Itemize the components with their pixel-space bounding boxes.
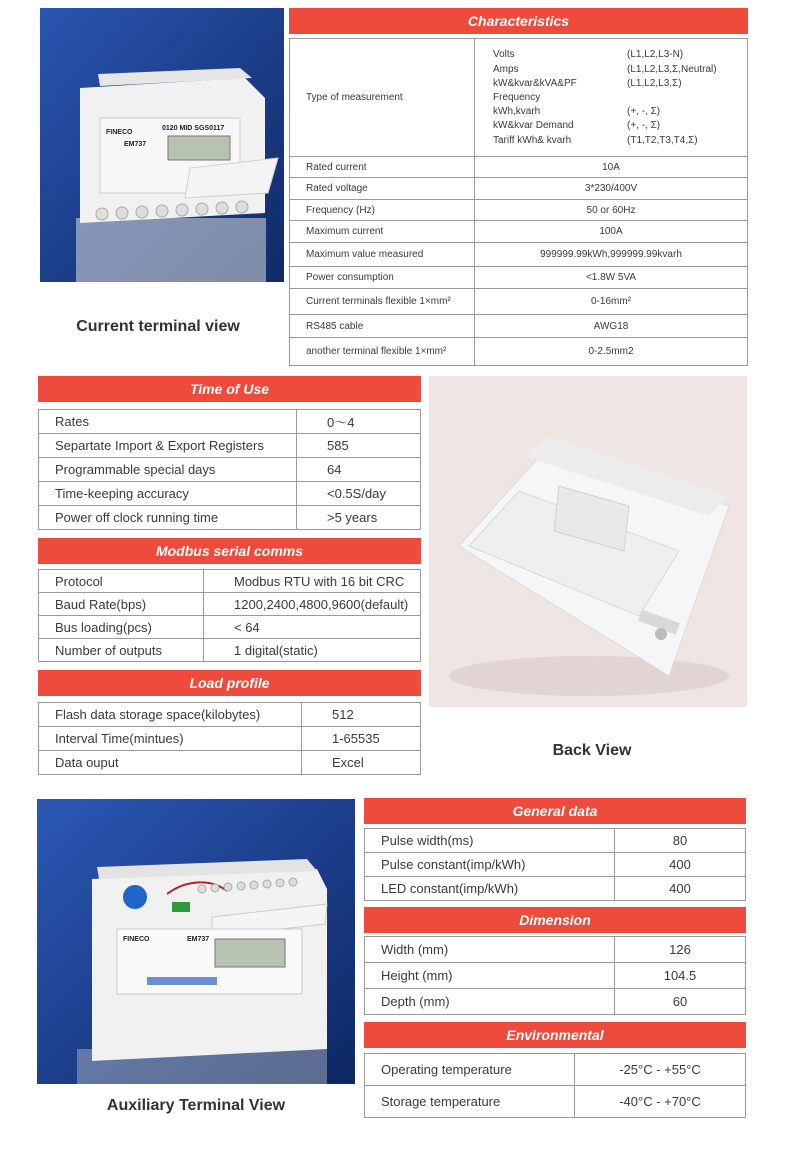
row-value: -25°C - +55°C	[575, 1054, 746, 1086]
type-of-measurement-label: Type of measurement	[290, 39, 475, 157]
row-label: Rated current	[290, 157, 475, 178]
measurement-detail: (T1,T2,T3,T4,Σ)	[627, 134, 698, 146]
row-value: 0～4	[297, 410, 421, 434]
table-row	[290, 200, 748, 221]
measurement-name: Volts	[493, 49, 515, 61]
caption-back-view: Back View	[552, 742, 632, 759]
table-row	[39, 570, 421, 593]
meter-front-illustration	[40, 8, 284, 282]
measurement-item	[493, 62, 747, 76]
measurement-name: Frequency	[493, 92, 541, 103]
table-row	[290, 243, 748, 267]
measurement-list	[475, 39, 748, 157]
row-label: Baud Rate(bps)	[39, 593, 204, 616]
row-label: Power consumption	[290, 267, 475, 289]
table-row	[39, 458, 421, 482]
auxiliary-terminal-photo	[37, 799, 355, 1084]
characteristics-header: Characteristics	[289, 8, 748, 34]
table-row	[39, 639, 421, 662]
row-label: Pulse width(ms)	[365, 829, 615, 853]
table-row	[39, 506, 421, 530]
row-label: Maximum value measured	[290, 243, 475, 267]
measurement-detail: (+, -, Σ)	[627, 120, 661, 132]
table-row	[290, 315, 748, 338]
row-value: 60	[615, 989, 746, 1015]
measurement-item	[493, 119, 747, 133]
measurement-detail: (L1,L2,L3,Σ,Neutral)	[627, 63, 717, 75]
row-label: Height (mm)	[365, 963, 615, 989]
row-value: 999999.99kWh,999999.99kvarh	[475, 243, 748, 267]
row-label: Interval Time(mintues)	[39, 727, 302, 751]
measurement-item	[493, 90, 747, 104]
brand-logo: FINECO	[106, 129, 133, 136]
row-label: Width (mm)	[365, 937, 615, 963]
measurement-name: kWh,kvarh	[493, 106, 541, 118]
row-value: 126	[615, 937, 746, 963]
table-row	[39, 751, 421, 775]
measurement-item	[493, 76, 747, 90]
row-label: Operating temperature	[365, 1054, 575, 1086]
table-row	[290, 178, 748, 200]
row-value: 0-2.5mm2	[475, 338, 748, 366]
row-value: 0-16mm²	[475, 289, 748, 315]
dimension-header: Dimension	[364, 907, 746, 933]
cert-label: 0120 MID SGS0117	[162, 125, 225, 132]
row-label: Maximum current	[290, 221, 475, 243]
row-label: Rated voltage	[290, 178, 475, 200]
row-label: LED constant(imp/kWh)	[365, 877, 615, 901]
row-value: 1-65535	[302, 727, 421, 751]
load-profile-table	[38, 702, 421, 775]
row-label: another terminal flexible 1×mm²	[290, 338, 475, 366]
caption-auxiliary: Auxiliary Terminal View	[106, 1097, 286, 1114]
table-row	[365, 1086, 746, 1118]
row-value: >5 years	[297, 506, 421, 530]
environmental-header: Environmental	[364, 1022, 746, 1048]
row-label: Flash data storage space(kilobytes)	[39, 703, 302, 727]
row-label: Bus loading(pcs)	[39, 616, 204, 639]
modbus-header: Modbus serial comms	[38, 538, 421, 564]
measurement-detail: (+, -, Σ)	[627, 106, 661, 118]
row-value: 585	[297, 434, 421, 458]
row-value: 400	[615, 853, 746, 877]
current-terminal-photo	[40, 8, 284, 282]
table-row	[39, 434, 421, 458]
environmental-table	[364, 1053, 746, 1118]
row-label: Current terminals flexible 1×mm²	[290, 289, 475, 315]
dimension-table	[364, 936, 746, 1015]
table-row	[290, 267, 748, 289]
measurement-item	[493, 48, 747, 62]
row-label: Number of outputs	[39, 639, 204, 662]
caption-current-terminal: Current terminal view	[76, 318, 240, 335]
table-row	[39, 727, 421, 751]
row-value: 1200,2400,4800,9600(default)	[204, 593, 421, 616]
general-data-table	[364, 828, 746, 901]
row-value: 50 or 60Hz	[475, 200, 748, 221]
row-value: 10A	[475, 157, 748, 178]
row-value: < 64	[204, 616, 421, 639]
measurement-name: Tariff kWh& kvarh	[493, 134, 572, 146]
general-data-header: General data	[364, 798, 746, 824]
row-value: Excel	[302, 751, 421, 775]
row-label: Separtate Import & Export Registers	[39, 434, 297, 458]
row-label: Rates	[39, 410, 297, 434]
table-row	[290, 39, 748, 157]
table-row	[365, 853, 746, 877]
row-label: Frequency (Hz)	[290, 200, 475, 221]
model-label-aux: EM737	[187, 936, 210, 943]
measurement-name: kW&kvar Demand	[493, 120, 574, 132]
measurement-name: Amps	[493, 63, 519, 75]
meter-aux-illustration	[37, 799, 355, 1084]
row-value: 104.5	[615, 963, 746, 989]
table-row	[365, 877, 746, 901]
row-value: 64	[297, 458, 421, 482]
characteristics-table	[289, 38, 748, 366]
row-value: 1 digital(static)	[204, 639, 421, 662]
row-label: Power off clock running time	[39, 506, 297, 530]
row-label: Pulse constant(imp/kWh)	[365, 853, 615, 877]
time-of-use-table	[38, 409, 421, 530]
row-value: 400	[615, 877, 746, 901]
meter-back-illustration	[429, 376, 747, 707]
row-label: Protocol	[39, 570, 204, 593]
model-label: EM737	[124, 141, 147, 148]
row-value: -40°C - +70°C	[575, 1086, 746, 1118]
row-label: Depth (mm)	[365, 989, 615, 1015]
time-of-use-header: Time of Use	[38, 376, 421, 402]
measurement-item	[493, 105, 747, 119]
table-row	[365, 829, 746, 853]
row-value: 3*230/400V	[475, 178, 748, 200]
row-value: Modbus RTU with 16 bit CRC	[204, 570, 421, 593]
table-row	[290, 221, 748, 243]
load-profile-header: Load profile	[38, 670, 421, 696]
row-label: Storage temperature	[365, 1086, 575, 1118]
measurement-detail: (L1,L2,L3,Σ)	[627, 77, 682, 89]
table-row	[39, 616, 421, 639]
row-label: Time-keeping accuracy	[39, 482, 297, 506]
table-row	[290, 289, 748, 315]
back-view-photo	[429, 376, 747, 707]
row-value: <1.8W 5VA	[475, 267, 748, 289]
row-value: AWG18	[475, 315, 748, 338]
measurement-item	[493, 133, 747, 147]
row-value: 80	[615, 829, 746, 853]
table-row	[365, 937, 746, 963]
row-label: RS485 cable	[290, 315, 475, 338]
table-row	[39, 593, 421, 616]
table-row	[290, 338, 748, 366]
table-row	[365, 963, 746, 989]
table-row	[39, 410, 421, 434]
brand-logo-aux: FINECO	[123, 936, 150, 943]
table-row	[39, 703, 421, 727]
table-row	[39, 482, 421, 506]
measurement-detail: (L1,L2,L3-N)	[627, 49, 684, 61]
table-row	[290, 157, 748, 178]
row-value: 512	[302, 703, 421, 727]
table-row	[365, 989, 746, 1015]
row-label: Programmable special days	[39, 458, 297, 482]
table-row	[365, 1054, 746, 1086]
row-value: <0.5S/day	[297, 482, 421, 506]
row-label: Data ouput	[39, 751, 302, 775]
modbus-table	[38, 569, 421, 662]
measurement-name: kW&kvar&kVA&PF	[493, 77, 577, 89]
row-value: 100A	[475, 221, 748, 243]
